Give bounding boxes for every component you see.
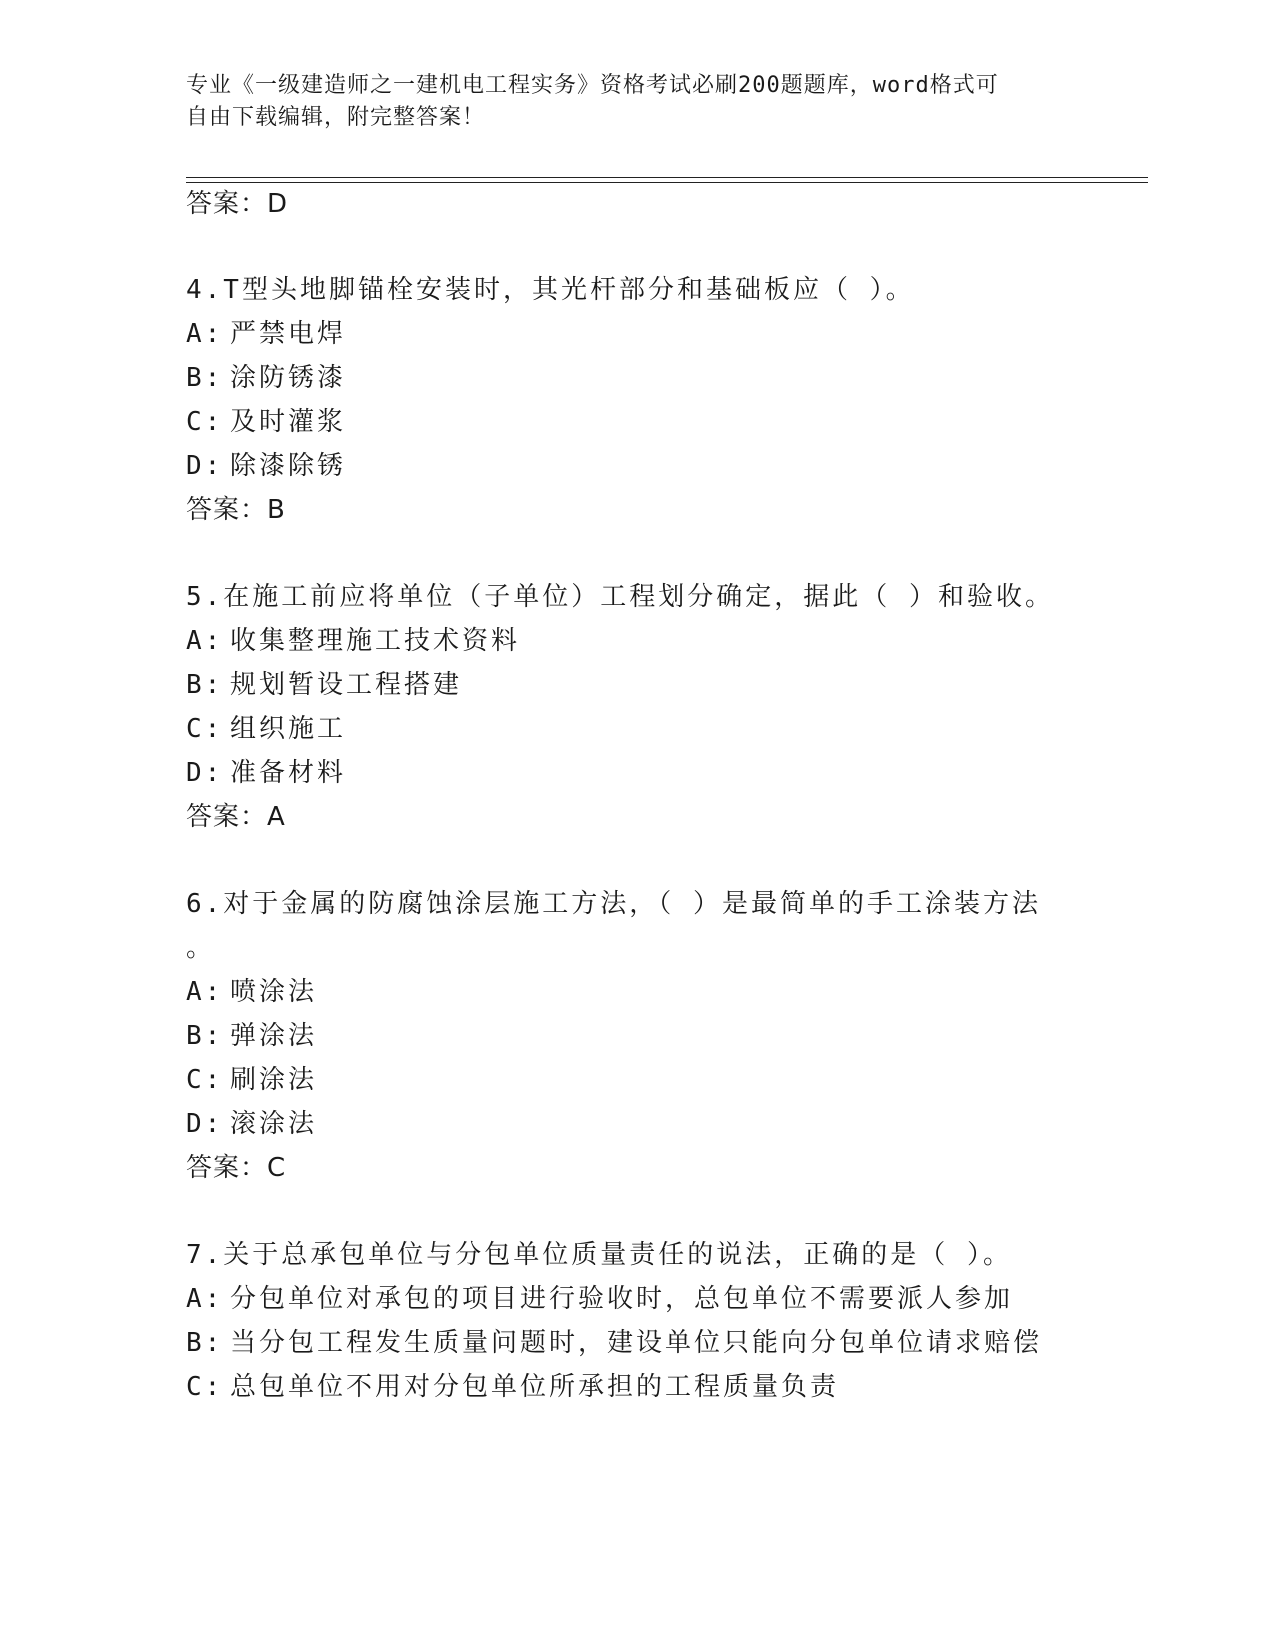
option-letter: A:	[186, 319, 224, 349]
option-b	[186, 1019, 317, 1053]
option-a	[186, 975, 317, 1009]
document-header	[186, 70, 1066, 134]
header-divider-bottom	[186, 182, 1148, 183]
header-line-1: 专业《一级建造师之一建机电工程实务》资格考试必刷200题题库，word格式可	[186, 73, 999, 98]
option-text: 组织施工	[230, 714, 347, 744]
answer-line: 答案：C	[186, 1153, 287, 1183]
option-letter: D:	[186, 1109, 224, 1139]
option-text: 严禁电焊	[230, 319, 347, 349]
question-stem-continuation: 。	[186, 933, 216, 963]
option-letter: D:	[186, 451, 224, 481]
option-text: 分包单位对承包的项目进行验收时，总包单位不需要派人参加	[230, 1284, 1014, 1314]
option-letter: A:	[186, 977, 224, 1007]
option-d	[186, 1107, 317, 1141]
option-d	[186, 449, 346, 483]
option-text: 除漆除锈	[230, 451, 347, 481]
option-text: 总包单位不用对分包单位所承担的工程质量负责	[230, 1372, 840, 1402]
option-a	[186, 1282, 1013, 1316]
option-b	[186, 668, 462, 702]
question-stem: 5.在施工前应将单位（子单位）工程划分确定，据此（ ）和验收。	[186, 582, 1054, 612]
option-text: 及时灌浆	[230, 407, 347, 437]
option-text: 滚涂法	[230, 1109, 318, 1139]
answer-line: 答案：B	[186, 495, 286, 525]
question-stem: 7.关于总承包单位与分包单位质量责任的说法，正确的是（ ）。	[186, 1240, 1012, 1270]
option-c	[186, 405, 346, 439]
answer-line: 答案：D	[186, 189, 289, 219]
option-text: 当分包工程发生质量问题时，建设单位只能向分包单位请求赔偿	[230, 1328, 1043, 1358]
option-letter: C:	[186, 407, 224, 437]
option-a	[186, 317, 346, 351]
option-letter: B:	[186, 1021, 224, 1051]
option-b	[186, 1326, 1042, 1360]
option-letter: B:	[186, 363, 224, 393]
option-text: 涂防锈漆	[230, 363, 347, 393]
option-letter: D:	[186, 758, 224, 788]
option-c	[186, 1063, 317, 1097]
option-text: 刷涂法	[230, 1065, 318, 1095]
header-line-2: 自由下载编辑，附完整答案！	[186, 105, 486, 130]
option-c	[186, 1370, 839, 1404]
option-d	[186, 756, 346, 790]
option-a	[186, 624, 520, 658]
answer-line: 答案：A	[186, 802, 286, 832]
option-letter: A:	[186, 1284, 224, 1314]
option-text: 规划暂设工程搭建	[230, 670, 463, 700]
option-letter: C:	[186, 714, 224, 744]
option-letter: C:	[186, 1372, 224, 1402]
option-letter: C:	[186, 1065, 224, 1095]
option-letter: B:	[186, 1328, 224, 1358]
header-divider-top	[186, 177, 1148, 178]
option-text: 喷涂法	[230, 977, 318, 1007]
question-stem: 6.对于金属的防腐蚀涂层施工方法，（ ）是最简单的手工涂装方法	[186, 889, 1041, 919]
option-text: 收集整理施工技术资料	[230, 626, 521, 656]
option-c	[186, 712, 346, 746]
option-letter: B:	[186, 670, 224, 700]
question-stem: 4.T型头地脚锚栓安装时，其光杆部分和基础板应（ ）。	[186, 275, 915, 305]
option-letter: A:	[186, 626, 224, 656]
option-b	[186, 361, 346, 395]
option-text: 弹涂法	[230, 1021, 318, 1051]
option-text: 准备材料	[230, 758, 347, 788]
